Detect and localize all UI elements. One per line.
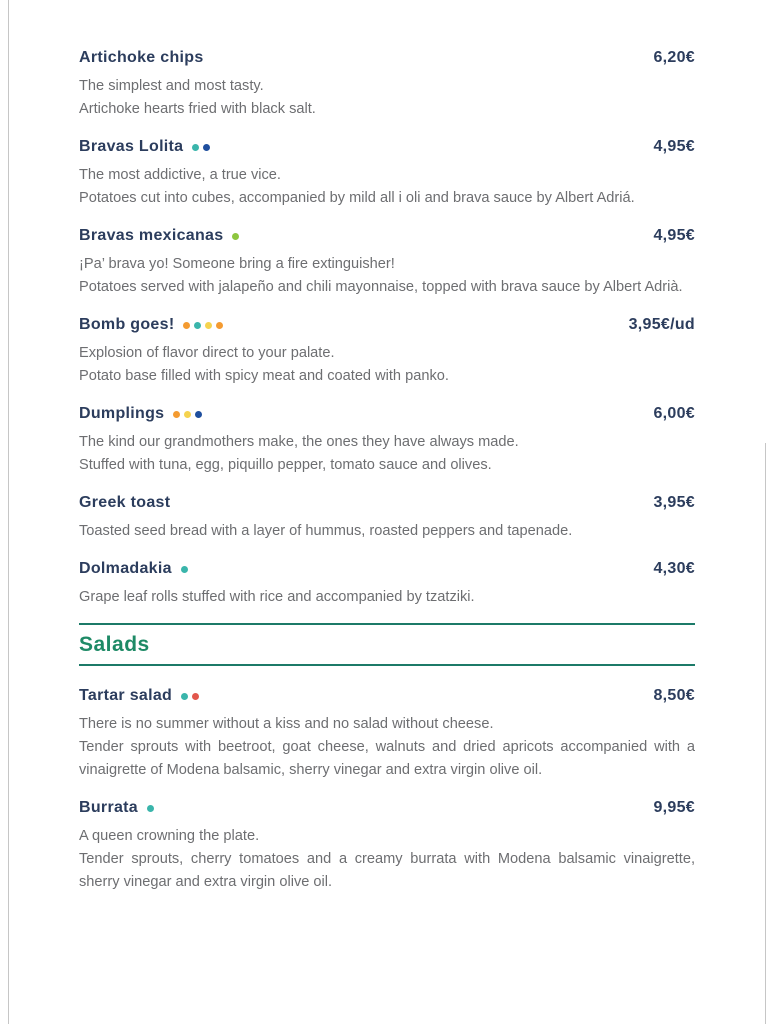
item-description-line: Potatoes cut into cubes, accompanied by mild all i oli and brava sauce by Albert Adriá. — [79, 190, 635, 206]
allergen-dots — [181, 566, 188, 573]
allergen-dots — [183, 322, 223, 329]
menu-page-content — [79, 46, 695, 908]
item-description-line: Potatoes served with jalapeño and chili mayonnaise, topped with brava sauce by Albert Adrià. — [79, 279, 683, 295]
item-description — [79, 75, 695, 121]
item-price: 6,20€ — [653, 49, 695, 66]
item-description-line: Toasted seed bread with a layer of hummus, roasted peppers and tapenade. — [79, 523, 573, 539]
menu-item — [79, 224, 695, 299]
menu-item-header — [79, 313, 695, 337]
item-description — [79, 586, 695, 609]
item-name: Burrata — [79, 799, 139, 816]
item-price: 3,95€ — [653, 494, 695, 511]
menu-item — [79, 313, 695, 388]
item-description — [79, 164, 695, 210]
allergen-dot-blue — [195, 411, 202, 418]
section-rule-bottom — [79, 664, 695, 666]
item-description-line: Artichoke hearts fried with black salt. — [79, 101, 316, 117]
item-description — [79, 431, 695, 477]
menu-item-header — [79, 402, 695, 426]
section-title: Salads — [79, 633, 150, 656]
allergen-dot-teal — [194, 322, 201, 329]
item-name: Bravas mexicanas — [79, 227, 224, 244]
allergen-dots — [192, 144, 210, 151]
item-description-line: The simplest and most tasty. — [79, 78, 264, 94]
item-price: 9,95€ — [653, 799, 695, 816]
item-description-line: ¡Pa’ brava yo! Someone bring a fire extinguisher! — [79, 256, 395, 272]
allergen-dot-green — [232, 233, 239, 240]
menu-item-header — [79, 557, 695, 581]
item-price: 4,30€ — [653, 560, 695, 577]
menu-item-header — [79, 135, 695, 159]
allergen-dot-orange — [183, 322, 190, 329]
item-description-line: Tender sprouts, cherry tomatoes and a creamy burrata with Modena balsamic vinaigrette, sherry vinegar and extra virgin olive oil. — [79, 851, 695, 890]
allergen-dot-yellow — [184, 411, 191, 418]
allergen-dots — [147, 805, 154, 812]
allergen-dot-red — [192, 693, 199, 700]
item-description-line: There is no summer without a kiss and no salad without cheese. — [79, 716, 494, 732]
item-name: Greek toast — [79, 494, 171, 511]
item-name: Bravas Lolita — [79, 138, 184, 155]
item-description — [79, 342, 695, 388]
item-description — [79, 253, 695, 299]
menu-item — [79, 557, 695, 609]
allergen-dots — [181, 693, 199, 700]
item-name: Dolmadakia — [79, 560, 172, 577]
item-description-line: Explosion of flavor direct to your palate. — [79, 345, 335, 361]
item-description — [79, 520, 695, 543]
item-description-line: Grape leaf rolls stuffed with rice and accompanied by tzatziki. — [79, 589, 475, 605]
menu-item-header — [79, 684, 695, 708]
item-price: 6,00€ — [653, 405, 695, 422]
allergen-dot-teal — [147, 805, 154, 812]
item-description-line: Tender sprouts with beetroot, goat cheese, walnuts and dried apricots accompanied with a vinaigrette of Modena balsamic, sherry vinegar and extra virgin olive oil. — [79, 739, 695, 778]
menu-item — [79, 684, 695, 782]
item-price: 3,95€/ud — [628, 316, 695, 333]
allergen-dot-orange — [173, 411, 180, 418]
item-price: 4,95€ — [653, 227, 695, 244]
page-border-left — [8, 0, 9, 1024]
item-name: Tartar salad — [79, 687, 173, 704]
menu-item — [79, 46, 695, 121]
allergen-dot-teal — [192, 144, 199, 151]
menu-item — [79, 491, 695, 543]
menu-item — [79, 402, 695, 477]
allergen-dot-yellow — [205, 322, 212, 329]
allergen-dots — [173, 411, 202, 418]
menu-item-header — [79, 46, 695, 70]
item-description — [79, 825, 695, 894]
page-border-right — [765, 443, 766, 1024]
item-name: Bomb goes! — [79, 316, 175, 333]
allergen-dot-teal — [181, 693, 188, 700]
item-price: 4,95€ — [653, 138, 695, 155]
item-description — [79, 713, 695, 782]
item-description-line: Potato base filled with spicy meat and coated with panko. — [79, 368, 449, 384]
item-name: Artichoke chips — [79, 49, 204, 66]
allergen-dot-blue — [203, 144, 210, 151]
allergen-dots — [232, 233, 239, 240]
menu-item-header — [79, 491, 695, 515]
item-price: 8,50€ — [653, 687, 695, 704]
allergen-dot-teal — [181, 566, 188, 573]
menu-item — [79, 796, 695, 894]
item-name: Dumplings — [79, 405, 165, 422]
allergen-dot-orange — [216, 322, 223, 329]
menu-item — [79, 135, 695, 210]
menu-item-header — [79, 224, 695, 248]
section-header — [79, 623, 695, 666]
item-description-line: Stuffed with tuna, egg, piquillo pepper, tomato sauce and olives. — [79, 457, 492, 473]
item-description-line: The kind our grandmothers make, the ones they have always made. — [79, 434, 519, 450]
item-description-line: A queen crowning the plate. — [79, 828, 260, 844]
item-description-line: The most addictive, a true vice. — [79, 167, 281, 183]
menu-item-header — [79, 796, 695, 820]
